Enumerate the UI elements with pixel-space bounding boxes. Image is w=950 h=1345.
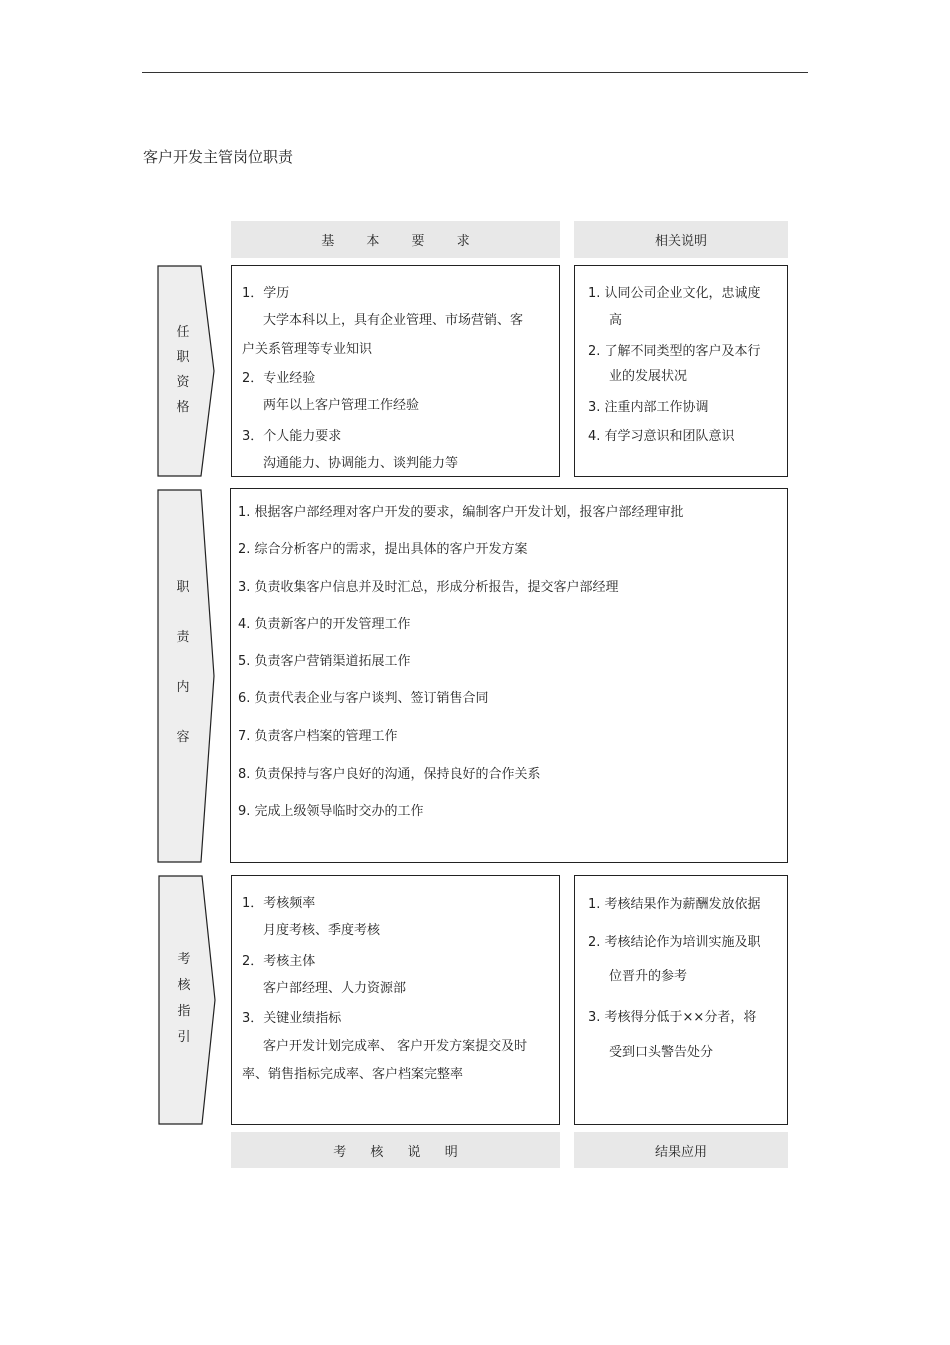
qualification-note-line: 2. 了解不同类型的客户及本行 [588,344,761,359]
duties-label-char: 职 [176,580,190,595]
duties-box [230,488,788,863]
qualification-req-line: 3．个人能力要求 [242,429,342,444]
qualification-note-line: 业的发展状况 [609,369,688,384]
duties-label-char: 内 [176,680,190,695]
duty-item: 2. 综合分析客户的需求，提出具体的客户开发方案 [238,542,528,557]
duty-item: 8. 负责保持与客户良好的沟通，保持良好的合作关系 [238,767,541,782]
qualification-notes-box [574,265,788,477]
duties-label [160,489,206,863]
duty-item: 1. 根据客户部经理对客户开发的要求，编制客户开发计划，报客户部经理审批 [238,505,684,520]
assessment-details-box [231,875,560,1125]
qualification-note-line: 高 [609,313,623,328]
qualification-note-line: 1. 认同公司企业文化，忠诚度 [588,286,761,301]
assessment-result-line: 2. 考核结论作为培训实施及职 [588,935,761,950]
assessment-detail-line: 月度考核、季度考核 [263,923,381,938]
qualification-note-line: 3. 注重内部工作协调 [588,400,709,415]
qualification-req-line: 2．专业经验 [242,371,316,386]
assessment-detail-line: 1．考核频率 [242,896,316,911]
assessment-label-char: 考 [177,952,191,967]
assessment-detail-line: 3．关键业绩指标 [242,1011,342,1026]
header-assessment-notes: 考 核 说 明 [231,1132,560,1168]
header-basic-requirements: 基 本 要 求 [231,221,560,258]
duty-item: 7. 负责客户档案的管理工作 [238,729,398,744]
assessment-result-line: 位晋升的参考 [609,969,688,984]
assessment-label-char: 指 [177,1004,191,1019]
assessment-detail-line: 2．考核主体 [242,954,316,969]
top-rule [142,72,808,73]
qualification-label [160,265,206,477]
assessment-result-line: 3. 考核得分低于××分者，将 [588,1010,757,1025]
qualification-requirements-box [231,265,560,477]
duty-item: 4. 负责新客户的开发管理工作 [238,617,411,632]
header-related-notes: 相关说明 [574,221,788,258]
duty-item: 9. 完成上级领导临时交办的工作 [238,804,424,819]
assessment-result-line: 1. 考核结果作为薪酬发放依据 [588,897,761,912]
assessment-detail-line: 客户开发计划完成率、 客户开发方案提交及时 [263,1039,528,1054]
qualification-label-char: 职 [176,350,190,365]
qualification-req-line: 沟通能力、协调能力、谈判能力等 [263,456,459,471]
duties-label-char: 责 [176,630,190,645]
qualification-req-line: 户关系管理等专业知识 [242,342,373,357]
qualification-note-line: 4. 有学习意识和团队意识 [588,429,735,444]
qualification-req-line: 两年以上客户管理工作经验 [263,398,420,413]
assessment-label-char: 核 [177,978,191,993]
assessment-result-line: 受到口头警告处分 [609,1045,714,1060]
header-result-application: 结果应用 [574,1132,788,1168]
duty-item: 3. 负责收集客户信息并及时汇总，形成分析报告，提交客户部经理 [238,580,619,595]
qualification-req-line: 1．学历 [242,286,290,301]
assessment-detail-line: 客户部经理、人力资源部 [263,981,407,996]
duty-item: 6. 负责代表企业与客户谈判、签订销售合同 [238,691,489,706]
duty-item: 5. 负责客户营销渠道拓展工作 [238,654,411,669]
assessment-detail-line: 率、销售指标完成率、客户档案完整率 [242,1067,464,1082]
assessment-label [161,875,207,1125]
qualification-label-char: 格 [176,400,190,415]
page-title: 客户开发主管岗位职责 [143,148,294,166]
qualification-label-char: 资 [176,375,190,390]
assessment-results-box [574,875,788,1125]
qualification-label-char: 任 [176,325,190,340]
duties-label-char: 容 [176,730,190,745]
assessment-label-char: 引 [177,1030,191,1045]
qualification-req-line: 大学本科以上，具有企业管理、市场营销、客 [263,313,524,328]
